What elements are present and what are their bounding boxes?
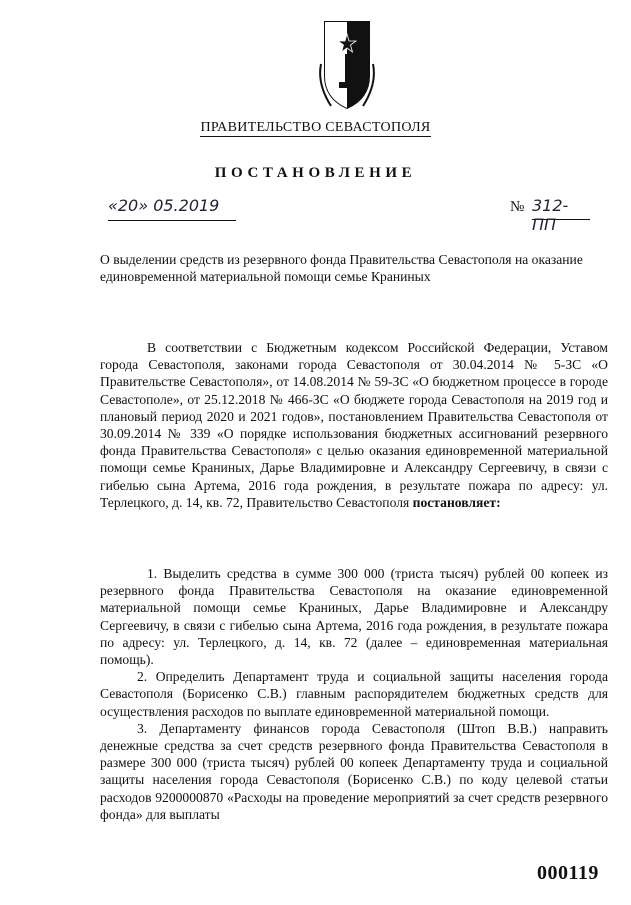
item-3: 3. Департаменту финансов города Севастополя (Штоп В.В.) направить денежные средства за счет средств резервного фонда Правительства Севастополя в размере 300 000 (триста тысяч) рублей 00 копеек Департаменту труда и социальной защиты населения города Севастополя (Борисенко С.В.) по коду целевой статьи расходов 9200000870 «Расходы на проведение мероприятий за счет средств резервного фонда» для выплаты (100, 720, 608, 822)
item-2: 2. Определить Департамент труда и социальной защиты населения города Севастополя (Борисенко С.В.) главным распорядителем бюджетных средств для осуществления расходов по выплате единовременной материальной помощи. (100, 669, 608, 719)
item-1: 1. Выделить средства в сумме 300 000 (триста тысяч) рублей 00 копеек из резервного фонда Правительства Севастополя на оказание единовременной материальной помощи семье Краниных, Дарье Владимировне и Александру Сергеевичу, в связи с гибелью сына Артема, 2016 года рождения, в результате пожара по адресу: ул. Терлецкого, д. 14, кв. 72 (далее – единовременная материальная помощь). (100, 566, 608, 668)
government-title-text: ПРАВИТЕЛЬСТВО СЕВАСТОПОЛЯ (200, 120, 431, 135)
number-sign: № (510, 199, 525, 215)
sheet-number: 000119 (537, 862, 599, 884)
sevastopol-coat-of-arms-icon (317, 14, 377, 114)
preamble-text: В соответствии с Бюджетным кодексом Российской Федерации, Уставом города Севастополя, законами города Севастополя от 30.04.2014 № 5-ЗС «О Правительстве Севастополя», от 14.08.2014 № 59-ЗС «О бюджетном процессе в городе Севастополе», от 25.12.2018 № 466-ЗС «О бюджете города Севастополя на 2019 год и плановый период 2020 и 2021 годов», постановлением Правительства Севастополя от 30.09.2014 № 339 «О порядке использования бюджетных ассигнований резервного фонда Правительства Севастополя» с целью оказания единовременной материальной помощи семье Краниных, Дарье Владимировне и Александру Сергеевичу, в связи с гибелью сына Артема, 2016 года рождения, в результате пожара по адресу: ул. Терлецкого, д. 14, кв. 72, Правительство Севастополя (100, 340, 608, 510)
preamble-block (100, 339, 608, 511)
document-type-heading: ПОСТАНОВЛЕНИЕ (214, 165, 417, 181)
decree-date: «20» 05.2019 (108, 196, 236, 221)
decree-subject: О выделении средств из резервного фонда Правительства Севастополя на оказание единовременной материальной помощи семье Краниных (100, 252, 583, 284)
resolves-keyword: постановляет: (412, 494, 501, 510)
preamble-paragraph (100, 339, 608, 511)
government-title (0, 120, 631, 136)
number-value: 312-ПП (532, 196, 590, 220)
items-block (100, 565, 608, 823)
decree-number (500, 196, 590, 234)
